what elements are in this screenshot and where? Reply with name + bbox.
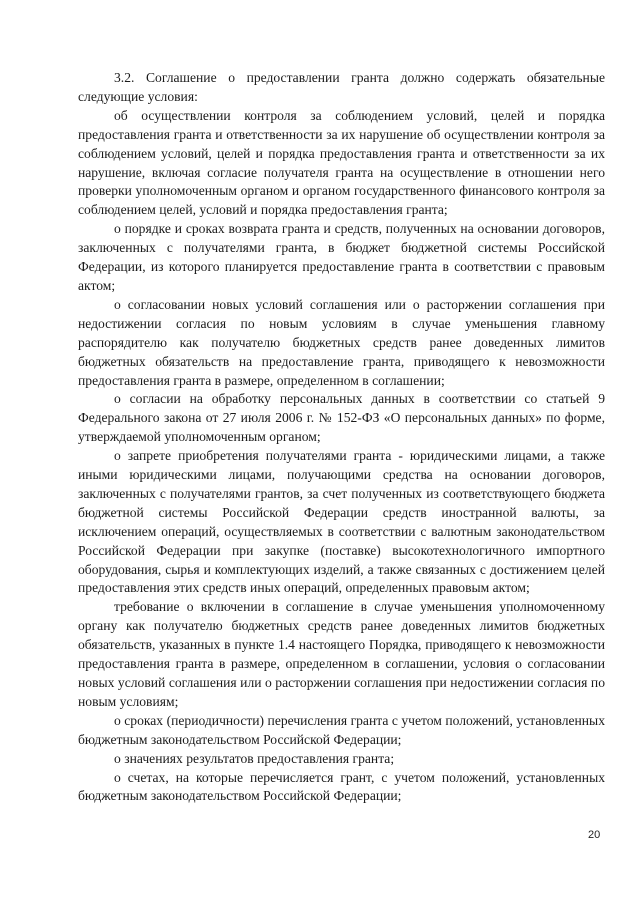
condition-results: о значениях результатов предоставления гранта; bbox=[114, 750, 395, 766]
condition-renegotiation: о согласовании новых условий соглашения или о расторжении соглашения при недостижении согласия по новым условиям в случае уменьшения главному распорядителю как получателю бюджетных средств ранее доведенных лимитов бюджетных обязательств на предоставление гранта, приводящего к невозможности предоставления гранта в размере, определенном в соглашении; bbox=[78, 296, 605, 388]
condition-accounts: о счетах, на которые перечисляется грант, с учетом положений, установленных бюджетным законодательством Российской Федерации; bbox=[78, 769, 605, 804]
condition-currency-ban: о запрете приобретения получателями гранта - юридическими лицами, а также иными юридическими лицами, получающими средства на основании договоров, заключенных с получателями грантов, за счет полученных из соответствующего бюджета бюджетной системы Российской Федерации средств иностранной валюты, за исключением операций, осуществляемых в соответствии с валютным законодательством Российской Федерации при закупке (поставке) высокотехнологичного импортного оборудования, сырья и комплектующих изделий, а также связанных с достижением целей предоставления этих средств иных операций, определенных правовым актом; bbox=[78, 448, 605, 596]
condition-transfer-terms: о сроках (периодичности) перечисления гранта с учетом положений, установленных бюджетным законодательством Российской Федерации; bbox=[78, 712, 605, 747]
document-body bbox=[78, 69, 605, 806]
condition-return: о порядке и сроках возврата гранта и средств, полученных на основании договоров, заключенных с получателями гранта, в бюджет бюджетной системы Российской Федерации, из которого планируется предоставление гранта в соответствии с правовым актом; bbox=[78, 221, 605, 293]
condition-control: об осуществлении контроля за соблюдением условий, целей и порядка предоставления гранта и ответственности за их нарушение об осуществлении контроля за соблюдением условий, целей и порядка предоставления гранта и ответственности за их нарушение, включая согласие получателя гранта на осуществление в отношении него проверки уполномоченным органом и органом государственного финансового контроля за соблюдением целей, условий и порядка предоставления гранта; bbox=[78, 107, 605, 218]
page-number: 20 bbox=[588, 829, 601, 841]
condition-personal-data: о согласии на обработку персональных данных в соответствии со статьей 9 Федерального закона от 27 июля 2006 г. № 152-ФЗ «О персональных данных» по форме, утверждаемой уполномоченным органом; bbox=[78, 391, 605, 445]
clause-3-2-heading: 3.2. Соглашение о предоставлении гранта должно содержать обязательные следующие условия: bbox=[78, 70, 605, 104]
condition-limits-requirement: требование о включении в соглашение в случае уменьшения уполномоченному органу как получателю бюджетных средств ранее доведенных лимитов бюджетных обязательств, указанных в пункте 1.4 настоящего Порядка, приводящего к невозможности предоставления гранта в размере, определенном в соглашении, условия о согласовании новых условий соглашения или о расторжении соглашения при недостижении согласия по новым условиям; bbox=[78, 599, 605, 709]
